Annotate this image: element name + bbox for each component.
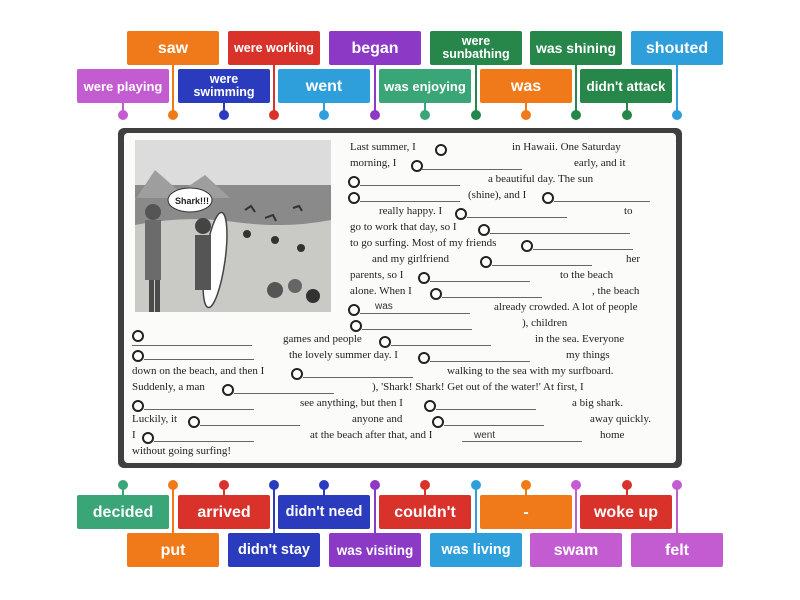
- word-tile-didnt-need[interactable]: didn't need: [278, 495, 370, 529]
- story-line: to the beach: [560, 269, 614, 281]
- blank-slot[interactable]: [348, 304, 360, 316]
- blank-line: [533, 249, 633, 250]
- word-tile-dash[interactable]: -: [480, 495, 572, 529]
- word-tile-was-living[interactable]: was living: [430, 533, 522, 567]
- blank-line: [492, 265, 592, 266]
- blank-slot[interactable]: [348, 192, 360, 204]
- word-tile-decided[interactable]: decided: [77, 495, 169, 529]
- connector-dot: [571, 110, 581, 120]
- connector-stem: [575, 65, 577, 113]
- blank-line: [430, 281, 530, 282]
- blank-slot[interactable]: [188, 416, 200, 428]
- blank-slot[interactable]: [348, 176, 360, 188]
- blank-slot[interactable]: [424, 400, 436, 412]
- blank-line: [144, 359, 254, 360]
- blank-line: [362, 329, 472, 330]
- story-line: down on the beach, and then I: [132, 365, 265, 377]
- word-tile-saw[interactable]: saw: [127, 31, 219, 65]
- word-tile-put[interactable]: put: [127, 533, 219, 567]
- story-line: in the sea. Everyone: [535, 333, 625, 345]
- blank-slot[interactable]: [222, 384, 234, 396]
- connector-stem: [273, 485, 275, 535]
- story-line: to go surfing. Most of my friends: [350, 237, 497, 249]
- connector-stem: [676, 485, 678, 535]
- connector-dot: [370, 110, 380, 120]
- story-line: anyone and: [352, 413, 403, 425]
- story-line: morning, I: [350, 157, 397, 169]
- story-line: a big shark.: [572, 397, 624, 409]
- blank-line: [436, 409, 536, 410]
- story-line: alone. When I: [350, 285, 412, 297]
- blank-slot[interactable]: [542, 192, 554, 204]
- blank-line: [467, 217, 567, 218]
- blank-line: [391, 345, 491, 346]
- blank-line: [462, 441, 582, 442]
- connector-dot: [471, 110, 481, 120]
- blank-line: [200, 425, 300, 426]
- story-line: my things: [566, 349, 610, 361]
- blank-slot[interactable]: [132, 350, 144, 362]
- word-tile-were-working[interactable]: were working: [228, 31, 320, 65]
- blank-slot[interactable]: [350, 320, 362, 332]
- blank-line: [554, 201, 650, 202]
- connector-dot: [319, 110, 329, 120]
- blank-line: [444, 425, 544, 426]
- blank-slot[interactable]: [435, 144, 447, 156]
- blank-slot[interactable]: [480, 256, 492, 268]
- beach-illustration: [135, 140, 331, 312]
- word-tile-shouted[interactable]: shouted: [631, 31, 723, 65]
- story-line: to: [624, 205, 633, 217]
- speech-bubble-text: Shark!!!: [175, 196, 210, 206]
- story-line: Luckily, it: [132, 413, 178, 425]
- story-line: walking to the sea with my surfboard.: [447, 365, 614, 377]
- connector-stem: [676, 65, 678, 113]
- connector-dot: [168, 110, 178, 120]
- connector-stem: [475, 485, 477, 535]
- blank-slot[interactable]: [430, 288, 442, 300]
- blank-line: [154, 441, 254, 442]
- story-line: parents, so I: [350, 269, 404, 281]
- blank-line: [442, 297, 542, 298]
- story-line: the lovely summer day. I: [289, 349, 398, 361]
- story-line: really happy. I: [379, 205, 443, 217]
- blank-slot[interactable]: [432, 416, 444, 428]
- connector-stem: [273, 65, 275, 113]
- connector-dot: [118, 110, 128, 120]
- blank-line: [360, 313, 470, 314]
- word-tile-felt[interactable]: felt: [631, 533, 723, 567]
- word-tile-woke-up[interactable]: woke up: [580, 495, 672, 529]
- blank-line: [360, 201, 460, 202]
- word-tile-were-sunbathing[interactable]: were sunbathing: [430, 31, 522, 65]
- word-tile-began[interactable]: began: [329, 31, 421, 65]
- connector-dot: [622, 110, 632, 120]
- blank-slot[interactable]: [142, 432, 154, 444]
- story-line: in Hawaii. One Saturday: [512, 141, 621, 153]
- blank-slot[interactable]: [521, 240, 533, 252]
- connector-dot: [219, 110, 229, 120]
- word-tile-were-playing[interactable]: were playing: [77, 69, 169, 103]
- blank-line: [422, 169, 522, 170]
- blank-line: [360, 185, 460, 186]
- blank-slot[interactable]: [132, 400, 144, 412]
- blank-slot[interactable]: [455, 208, 467, 220]
- story-line: , the beach: [592, 285, 640, 297]
- story-line: ), 'Shark! Shark! Get out of the water!' At first, I: [372, 381, 584, 393]
- blank-slot[interactable]: [411, 160, 423, 172]
- story-line: already crowded. A lot of people: [494, 301, 638, 313]
- word-tile-was-visiting[interactable]: was visiting: [329, 533, 421, 567]
- blank-slot[interactable]: [132, 330, 144, 342]
- connector-stem: [374, 65, 376, 113]
- blank-line: [144, 409, 254, 410]
- connector-dot: [269, 110, 279, 120]
- blank-line: [234, 393, 334, 394]
- blank-line: [430, 361, 530, 362]
- blank-slot[interactable]: [478, 224, 490, 236]
- story-line: ), children: [522, 317, 568, 329]
- story-line: I: [132, 429, 136, 441]
- blank-slot[interactable]: [418, 272, 430, 284]
- word-tile-didnt-stay[interactable]: didn't stay: [228, 533, 320, 567]
- story-line: away quickly.: [590, 413, 651, 425]
- connector-stem: [575, 485, 577, 535]
- blank-slot[interactable]: [379, 336, 391, 348]
- story-line: Suddenly, a man: [132, 381, 205, 393]
- word-tile-was[interactable]: was: [480, 69, 572, 103]
- story-line: home: [600, 429, 625, 441]
- story-line: at the beach after that, and I: [310, 429, 433, 441]
- story-line: a beautiful day. The sun: [488, 173, 594, 185]
- word-tile-couldnt[interactable]: couldn't: [379, 495, 471, 529]
- story-line: her: [626, 253, 641, 265]
- connector-dot: [521, 110, 531, 120]
- connector-stem: [172, 485, 174, 535]
- blank-slot[interactable]: [291, 368, 303, 380]
- blank-line: [303, 377, 413, 378]
- word-tile-arrived[interactable]: arrived: [178, 495, 270, 529]
- story-line: and my girlfriend: [372, 253, 449, 265]
- blank-line: [132, 345, 252, 346]
- connector-stem: [374, 485, 376, 535]
- word-tile-was-shining[interactable]: was shining: [530, 31, 622, 65]
- connector-stem: [172, 65, 174, 113]
- connector-dot: [420, 110, 430, 120]
- story-line: (shine), and I: [468, 189, 527, 201]
- story-line: go to work that day, so I: [350, 221, 457, 233]
- word-tile-went[interactable]: went: [278, 69, 370, 103]
- word-tile-were-swimming[interactable]: were swimming: [178, 69, 270, 103]
- word-tile-swam[interactable]: swam: [530, 533, 622, 567]
- story-line: games and people: [283, 333, 362, 345]
- story-line: see anything, but then I: [300, 397, 403, 409]
- filled-answer: went: [474, 430, 496, 441]
- story-line: without going surfing!: [132, 445, 231, 457]
- story-line: Last summer, I: [350, 141, 416, 153]
- word-tile-was-enjoying[interactable]: was enjoying: [379, 69, 471, 103]
- filled-answer: was: [375, 301, 393, 312]
- connector-stem: [475, 65, 477, 113]
- story-line: early, and it: [574, 157, 626, 169]
- word-tile-didnt-attack[interactable]: didn't attack: [580, 69, 672, 103]
- blank-line: [490, 233, 630, 234]
- connector-dot: [672, 110, 682, 120]
- blank-slot[interactable]: [418, 352, 430, 364]
